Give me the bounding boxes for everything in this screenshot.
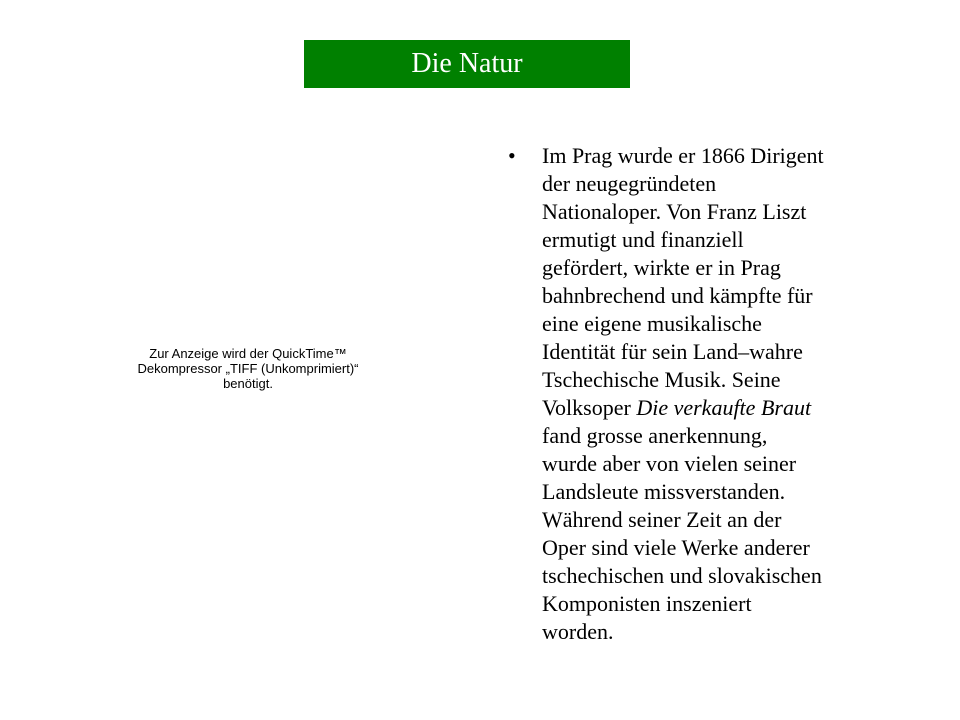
bullet-text-line: Nationaloper. Von Franz Liszt <box>542 199 807 224</box>
bullet-text-line: Während seiner Zeit an der <box>542 507 782 532</box>
placeholder-line-3: benötigt. <box>223 376 273 391</box>
bullet-text-line: Tschechische Musik. Seine <box>542 367 781 392</box>
bullet-text-line <box>542 394 924 422</box>
bullet-text-line: tschechischen und slovakischen <box>542 563 822 588</box>
bullet-dot-icon: • <box>508 143 516 168</box>
placeholder-line-1: Zur Anzeige wird der QuickTime™ <box>149 346 347 361</box>
bullet-text-line: Landsleute missverstanden. <box>542 479 786 504</box>
bullet-text-line: Im Prag wurde er 1866 Dirigent <box>542 143 824 168</box>
slide-title: Die Natur <box>411 48 523 79</box>
slide-title-box <box>304 40 630 88</box>
bullet-text-line: der neugegründeten <box>542 171 717 196</box>
bullet-text-line: worden. <box>542 619 614 644</box>
bullet-text-line: wurde aber von vielen seiner <box>542 451 797 476</box>
bullet-text-line: bahnbrechend und kämpfte für <box>542 283 813 308</box>
missing-media-placeholder <box>110 346 386 391</box>
bullet-text-line: ermutigt und finanziell <box>542 227 744 252</box>
opera-title: Die verkaufte Braut <box>636 395 812 420</box>
bullet-text-line: Identität für sein Land–wahre <box>542 339 803 364</box>
placeholder-line-2: Dekompressor „TIFF (Unkomprimiert)“ <box>137 361 359 376</box>
bullet-text-line: Oper sind viele Werke anderer <box>542 535 810 560</box>
bullet-text-segment: Volksoper <box>542 395 637 420</box>
bullet-text-line: Komponisten inszeniert <box>542 591 752 616</box>
bullet-item <box>504 142 924 646</box>
bullet-text-line: fand grosse anerkennung, <box>542 423 768 448</box>
bullet-text-line: gefördert, wirkte er in Prag <box>542 255 781 280</box>
bullet-list <box>504 142 924 646</box>
bullet-text-line: eine eigene musikalische <box>542 311 762 336</box>
